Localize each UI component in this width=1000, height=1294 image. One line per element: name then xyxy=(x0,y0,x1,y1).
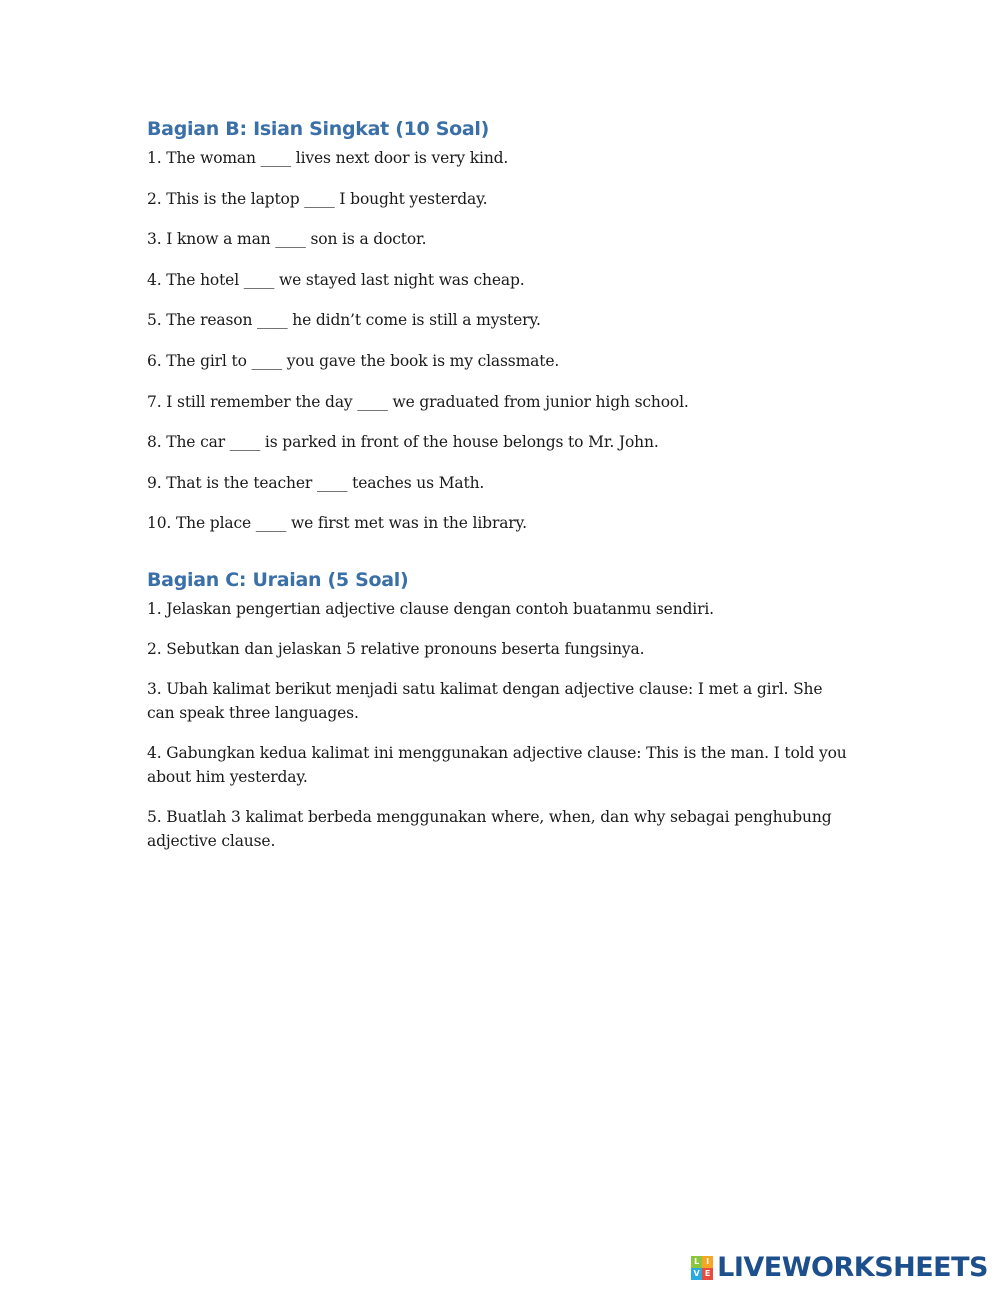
section-b xyxy=(147,118,847,535)
logo-tile-e: E xyxy=(702,1268,713,1280)
question-b-7: 7. I still remember the day ____ we graduated from junior high school. xyxy=(147,392,689,411)
question-b-8: 8. The car ____ is parked in front of the house belongs to Mr. John. xyxy=(147,433,659,452)
question-b-10: 10. The place ____ we first met was in the library. xyxy=(147,514,527,533)
question-c-3: 3. Ubah kalimat berikut menjadi satu kalimat dengan adjective clause: I met a girl. She can speak three languages. xyxy=(147,680,823,723)
section-c xyxy=(147,569,847,853)
worksheet-page xyxy=(147,118,847,869)
question-c-4: 4. Gabungkan kedua kalimat ini menggunakan adjective clause: This is the man. I told you about him yesterday. xyxy=(147,744,847,787)
question-b-5: 5. The reason ____ he didn’t come is still a mystery. xyxy=(147,311,541,330)
question-b-3: 3. I know a man ____ son is a doctor. xyxy=(147,230,427,249)
question-b-1: 1. The woman ____ lives next door is very kind. xyxy=(147,149,509,167)
section-b-title: Bagian B: Isian Singkat (10 Soal) xyxy=(147,118,489,140)
logo-tile-i: I xyxy=(702,1256,713,1268)
question-b-2: 2. This is the laptop ____ I bought yesterday. xyxy=(147,189,488,208)
question-b-4: 4. The hotel ____ we stayed last night was cheap. xyxy=(147,270,525,289)
question-b-6: 6. The girl to ____ you gave the book is my classmate. xyxy=(147,351,560,370)
liveworksheets-icon xyxy=(691,1256,713,1280)
section-c-title: Bagian C: Uraian (5 Soal) xyxy=(147,569,409,592)
question-c-2: 2. Sebutkan dan jelaskan 5 relative pronouns beserta fungsinya. xyxy=(147,640,645,659)
liveworksheets-logo[interactable] xyxy=(691,1254,988,1282)
brand-name: LIVEWORKSHEETS xyxy=(717,1252,988,1283)
question-c-5: 5. Buatlah 3 kalimat berbeda menggunakan where, when, dan why sebagai penghubung adjective clause. xyxy=(147,808,832,851)
question-c-1: 1. Jelaskan pengertian adjective clause dengan contoh buatanmu sendiri. xyxy=(147,600,714,619)
logo-tile-v: V xyxy=(691,1268,702,1280)
logo-tile-l: L xyxy=(691,1256,702,1268)
question-b-9: 9. That is the teacher ____ teaches us Math. xyxy=(147,473,485,492)
